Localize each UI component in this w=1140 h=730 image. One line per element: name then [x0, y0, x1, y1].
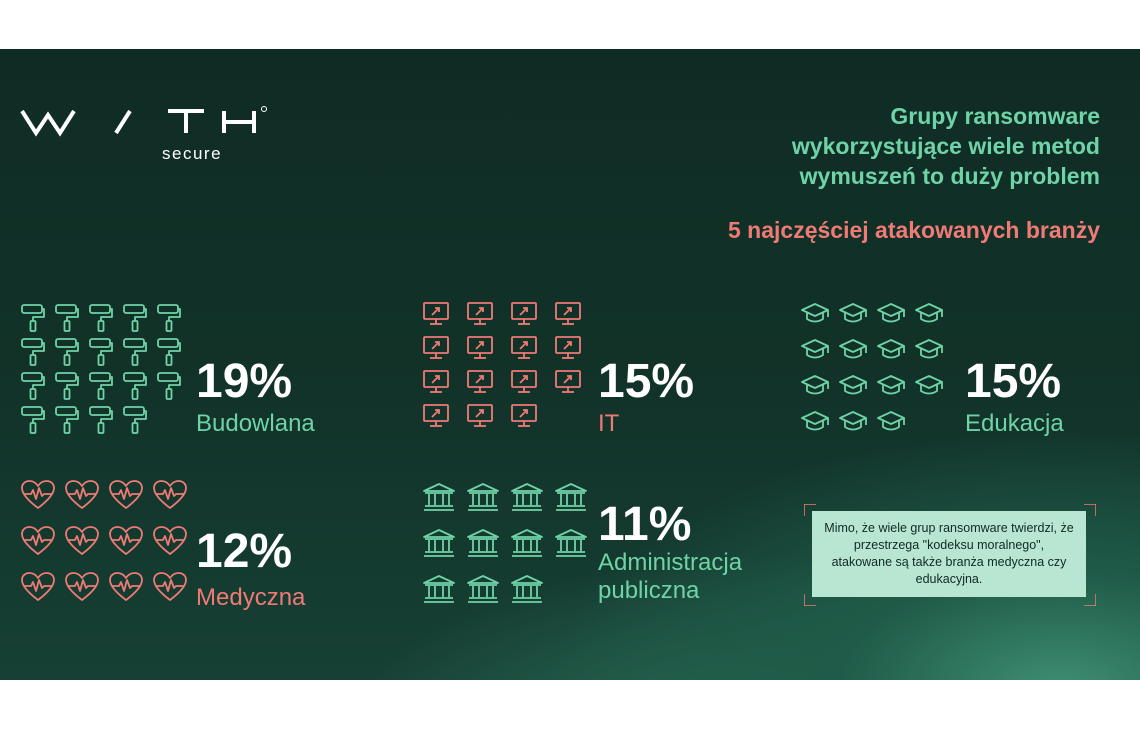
- graduation-cap-icon: [876, 337, 914, 373]
- government-building-icon: [554, 482, 598, 528]
- note-text: Mimo, że wiele grup ransomware twierdzi, że przestrzega "kodeksu moralnego", atakowane są także branża medyczna czy edukacyjna.: [824, 521, 1074, 586]
- paint-roller-icon: [54, 303, 88, 337]
- paint-roller-icon: [54, 337, 88, 371]
- monitor-icon: [510, 403, 554, 437]
- paint-roller-icon: [88, 337, 122, 371]
- heart-pulse-icon: [64, 479, 108, 525]
- heart-pulse-icon: [108, 571, 152, 617]
- graduation-cap-icon: [800, 337, 838, 373]
- infographic-banner: [0, 49, 1140, 680]
- it-label: IT: [598, 410, 620, 437]
- public-admin-percent: 11%: [598, 498, 692, 551]
- government-building-icon: [510, 574, 554, 620]
- government-building-icon: [466, 482, 510, 528]
- paint-roller-icon: [122, 337, 156, 371]
- heart-pulse-icon: [108, 479, 152, 525]
- note-box: [812, 511, 1086, 597]
- heart-pulse-icon: [20, 525, 64, 571]
- government-building-icon: [422, 482, 466, 528]
- heart-pulse-icon: [152, 571, 196, 617]
- graduation-cap-icon: [800, 373, 838, 409]
- heart-pulse-icon: [152, 479, 196, 525]
- public-admin-icon-grid: [422, 482, 598, 620]
- monitor-icon: [422, 335, 466, 369]
- education-percent: 15%: [965, 355, 1062, 408]
- graduation-cap-icon: [914, 373, 952, 409]
- paint-roller-icon: [20, 337, 54, 371]
- government-building-icon: [466, 528, 510, 574]
- heart-pulse-icon: [64, 571, 108, 617]
- paint-roller-icon: [20, 303, 54, 337]
- monitor-icon: [466, 403, 510, 437]
- government-building-icon: [466, 574, 510, 620]
- construction-percent: 19%: [196, 355, 293, 408]
- paint-roller-icon: [88, 303, 122, 337]
- monitor-icon: [422, 403, 466, 437]
- subheadline: 5 najczęściej atakowanych branży: [727, 217, 1100, 243]
- paint-roller-icon: [20, 405, 54, 439]
- withsecure-logo: [18, 103, 268, 139]
- monitor-icon: [554, 335, 598, 369]
- paint-roller-icon: [156, 371, 190, 405]
- monitor-icon: [422, 369, 466, 403]
- paint-roller-icon: [54, 371, 88, 405]
- medical-icon-grid: [20, 479, 196, 617]
- graduation-cap-icon: [876, 301, 914, 337]
- graduation-cap-icon: [838, 373, 876, 409]
- paint-roller-icon: [20, 371, 54, 405]
- monitor-icon: [510, 301, 554, 335]
- paint-roller-icon: [88, 405, 122, 439]
- headline: Grupy ransomware wykorzystujące wiele metod wymuszeń to duży problem: [791, 103, 1100, 189]
- medical-percent: 12%: [196, 525, 293, 578]
- public-admin-label: Administracja publiczna: [598, 549, 743, 604]
- heart-pulse-icon: [20, 479, 64, 525]
- paint-roller-icon: [156, 337, 190, 371]
- monitor-icon: [510, 335, 554, 369]
- monitor-icon: [466, 301, 510, 335]
- graduation-cap-icon: [838, 337, 876, 373]
- graduation-cap-icon: [914, 301, 952, 337]
- monitor-icon: [510, 369, 554, 403]
- construction-label: Budowlana: [196, 410, 315, 437]
- graduation-cap-icon: [800, 409, 838, 445]
- government-building-icon: [554, 528, 598, 574]
- education-icon-grid: [800, 301, 952, 445]
- monitor-icon: [466, 335, 510, 369]
- heart-pulse-icon: [152, 525, 196, 571]
- it-percent: 15%: [598, 355, 695, 408]
- monitor-icon: [466, 369, 510, 403]
- education-label: Edukacja: [965, 410, 1064, 437]
- logo-subtitle: secure: [162, 144, 223, 163]
- graduation-cap-icon: [800, 301, 838, 337]
- graduation-cap-icon: [838, 301, 876, 337]
- heart-pulse-icon: [108, 525, 152, 571]
- paint-roller-icon: [122, 405, 156, 439]
- construction-icon-grid: [20, 303, 190, 439]
- paint-roller-icon: [88, 371, 122, 405]
- paint-roller-icon: [122, 303, 156, 337]
- monitor-icon: [422, 301, 466, 335]
- it-icon-grid: [422, 301, 598, 437]
- paint-roller-icon: [54, 405, 88, 439]
- paint-roller-icon: [156, 303, 190, 337]
- monitor-icon: [554, 369, 598, 403]
- monitor-icon: [554, 301, 598, 335]
- graduation-cap-icon: [876, 373, 914, 409]
- graduation-cap-icon: [876, 409, 914, 445]
- medical-label: Medyczna: [196, 584, 306, 611]
- heart-pulse-icon: [20, 571, 64, 617]
- government-building-icon: [422, 574, 466, 620]
- graduation-cap-icon: [914, 337, 952, 373]
- government-building-icon: [510, 482, 554, 528]
- government-building-icon: [422, 528, 466, 574]
- graduation-cap-icon: [838, 409, 876, 445]
- government-building-icon: [510, 528, 554, 574]
- heart-pulse-icon: [64, 525, 108, 571]
- paint-roller-icon: [122, 371, 156, 405]
